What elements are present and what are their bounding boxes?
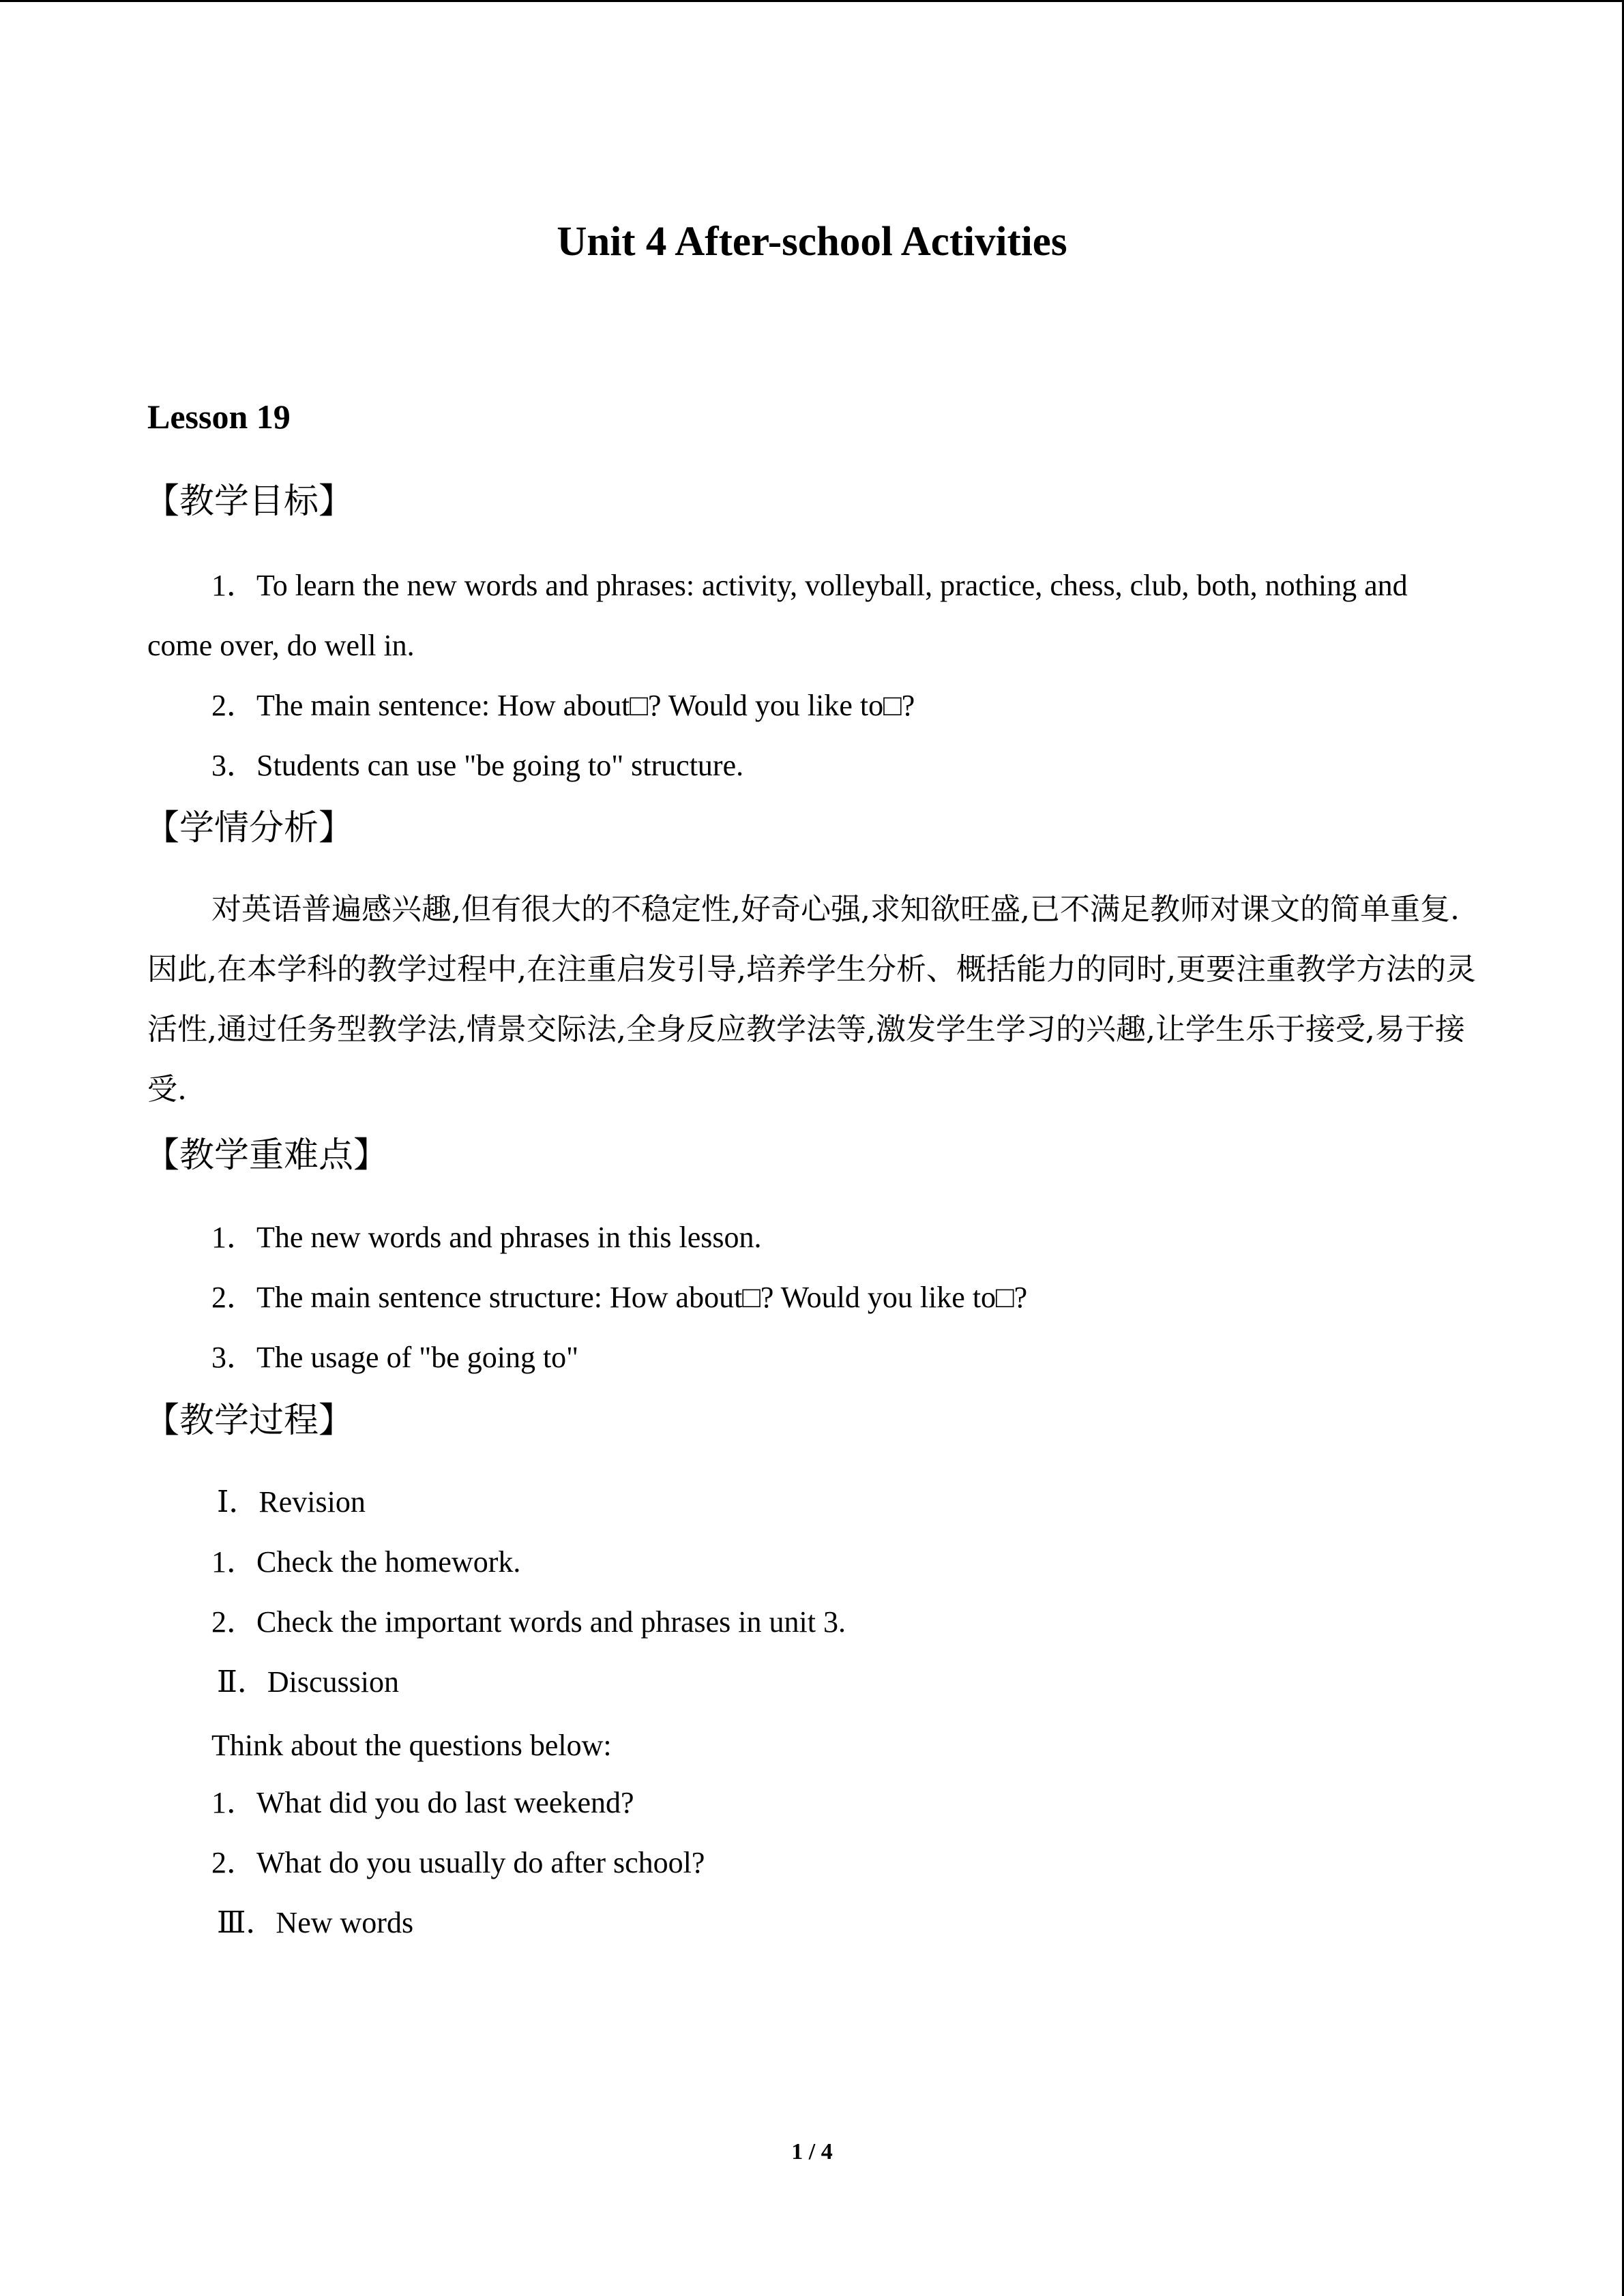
- section-heading-process: 【教学过程】: [145, 1401, 354, 1441]
- document-title: Unit 4 After-school Activities: [557, 219, 1067, 265]
- page-number: 1 / 4: [791, 2139, 833, 2164]
- section-heading-objectives: 【教学目标】: [145, 481, 354, 522]
- process-part-revision: Ⅰ．Revision: [217, 1485, 366, 1519]
- key-point-item-3: 3．The usage of "be going to": [211, 1341, 579, 1374]
- process-part-new-words: Ⅲ．New words: [217, 1906, 414, 1939]
- objective-item-1: 1．To learn the new words and phrases: activity, volleyball, practice, chess, club, both, nothing and come over, do well in.: [147, 569, 1408, 662]
- process-part-discussion: Ⅱ．Discussion: [217, 1665, 400, 1699]
- section-heading-key-points: 【教学重难点】: [145, 1135, 389, 1176]
- revision-item-2: 2．Check the important words and phrases in unit 3.: [211, 1605, 846, 1639]
- discussion-question-1: 1．What did you do last weekend?: [211, 1786, 634, 1819]
- objective-item-3: 3．Students can use "be going to" structure.: [211, 749, 744, 782]
- analysis-paragraph: 对英语普遍感兴趣,但有很大的不稳定性,好奇心强,求知欲旺盛,已不满足教师对课文的简单重复.因此,在本学科的教学过程中,在注重启发引导,培养学生分析、概括能力的同时,更要注重教学方法的灵活性,通过任务型教学法,情景交际法,全身反应教学法等,激发学生学习的兴趣,让学生乐于接受,易于接受.: [147, 892, 1476, 1107]
- revision-item-1: 1．Check the homework.: [211, 1545, 521, 1579]
- lesson-heading: Lesson 19: [147, 398, 291, 436]
- section-heading-analysis: 【学情分析】: [145, 808, 354, 848]
- discussion-question-2: 2．What do you usually do after school?: [211, 1846, 705, 1879]
- key-point-item-2: 2．The main sentence structure: How about□? Would you like to□?: [211, 1281, 1028, 1314]
- discussion-intro: Think about the questions below:: [211, 1729, 612, 1762]
- key-point-item-1: 1．The new words and phrases in this lesson.: [211, 1221, 762, 1254]
- objective-item-2: 2．The main sentence: How about□? Would you like to□?: [211, 689, 915, 722]
